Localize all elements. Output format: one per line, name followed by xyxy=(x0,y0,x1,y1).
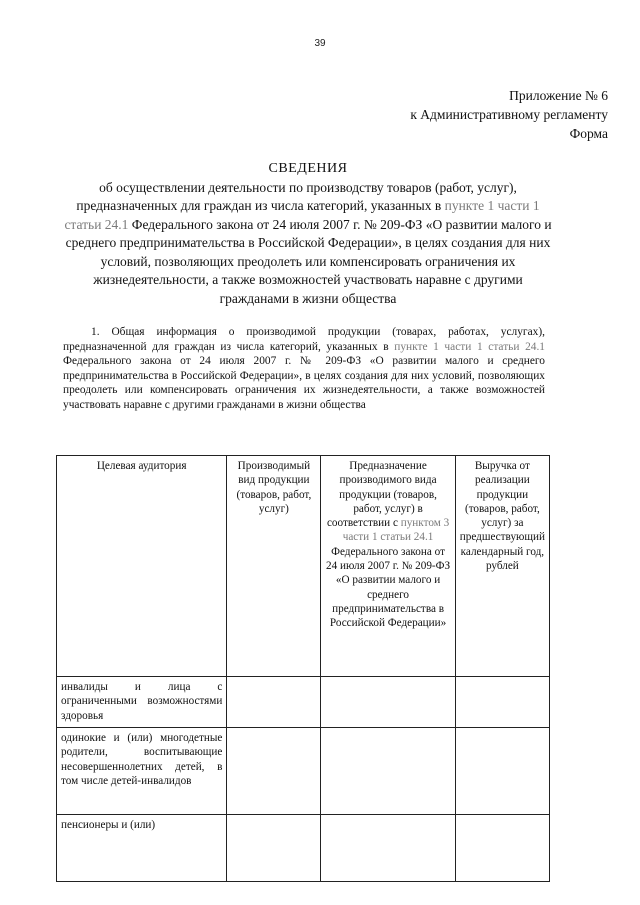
document-title xyxy=(58,160,558,308)
header-purpose-part2: Федерального закона от 24 июля 2007 г. № 209-ФЗ «О развитии малого и среднего предпринимательства в Российской Федерации» xyxy=(326,545,451,630)
header-purpose-part1: Предназначение производимого вида продукции (товаров, работ, услуг) в соответствии с xyxy=(326,460,437,530)
page-number: 39 xyxy=(314,38,326,49)
table-row xyxy=(57,728,550,815)
table-row xyxy=(57,815,550,882)
title-text-part1: об осуществлении деятельности по производству товаров (работ, услуг), предназначенных для граждан из числа категорий, указанных в xyxy=(76,179,517,213)
cell-product-purpose[interactable] xyxy=(321,677,455,728)
row-label-pensioners: пенсионеры и (или) xyxy=(57,815,227,882)
table-row xyxy=(57,677,550,728)
cell-product-purpose[interactable] xyxy=(321,728,455,815)
header-product-purpose xyxy=(321,456,455,677)
paragraph-text-part2: Федерального закона от 24 июля 2007 г. № 209-ФЗ «О развитии малого и среднего предпринимательства в Российской Федерации», в целях создания для них условий, позволяющих преодолеть или компенсировать ограничения их жизнедеятельности, а также возможностей участвовать наравне с другими гражданами в жизни общества xyxy=(63,355,545,411)
cell-revenue[interactable] xyxy=(455,677,549,728)
header-revenue: Выручка от реализации продукции (товаров, работ, услуг) за предшествующий календарный год, рублей xyxy=(455,456,549,677)
title-law-reference: пункте 1 части 1 статьи 24.1 xyxy=(64,198,540,232)
header-product-type: Производимый вид продукции (товаров, работ, услуг) xyxy=(227,456,321,677)
paragraph-law-reference: пункте 1 части 1 статьи 24.1 xyxy=(394,340,546,353)
cell-product-type[interactable] xyxy=(227,815,321,882)
cell-product-type[interactable] xyxy=(227,728,321,815)
header-target-audience: Целевая аудитория xyxy=(57,456,227,677)
appendix-header xyxy=(410,86,608,143)
cell-product-type[interactable] xyxy=(227,677,321,728)
row-label-parents: одинокие и (или) многодетные родители, воспитывающие несовершеннолетних детей, в том числе детей-инвалидов xyxy=(57,728,227,815)
cell-product-purpose[interactable] xyxy=(321,815,455,882)
cell-revenue[interactable] xyxy=(455,815,549,882)
appendix-title: Приложение № 6 xyxy=(509,88,608,103)
title-text-part2: Федерального закона от 24 июля 2007 г. № 209-ФЗ «О развитии малого и среднего предпринимательства в Российской Федерации», в целях создания для них условий, позволяющих преодолеть или компенсировать ограничения их жизнедеятельности, а также возможностей участвовать наравне с другими гражданами в жизни общества xyxy=(65,216,552,306)
row-label-disabled: инвалиды и лица с ограниченными возможностями здоровья xyxy=(57,677,227,728)
appendix-regulation: к Административному регламенту xyxy=(410,107,608,122)
title-subtitle xyxy=(58,179,558,309)
cell-revenue[interactable] xyxy=(455,728,549,815)
title-heading: СВЕДЕНИЯ xyxy=(268,161,348,176)
information-table xyxy=(56,455,550,882)
section-1-paragraph xyxy=(63,325,545,413)
table-header-row xyxy=(57,456,550,677)
appendix-form-label: Форма xyxy=(569,126,608,141)
header-purpose-reference: пунктом 3 части 1 статьи 24.1 xyxy=(342,517,450,544)
paragraph-text-part1: 1. Общая информация о производимой продукции (товарах, работах, услугах), предназначенной для граждан из числа категорий, указанных в xyxy=(63,326,545,353)
